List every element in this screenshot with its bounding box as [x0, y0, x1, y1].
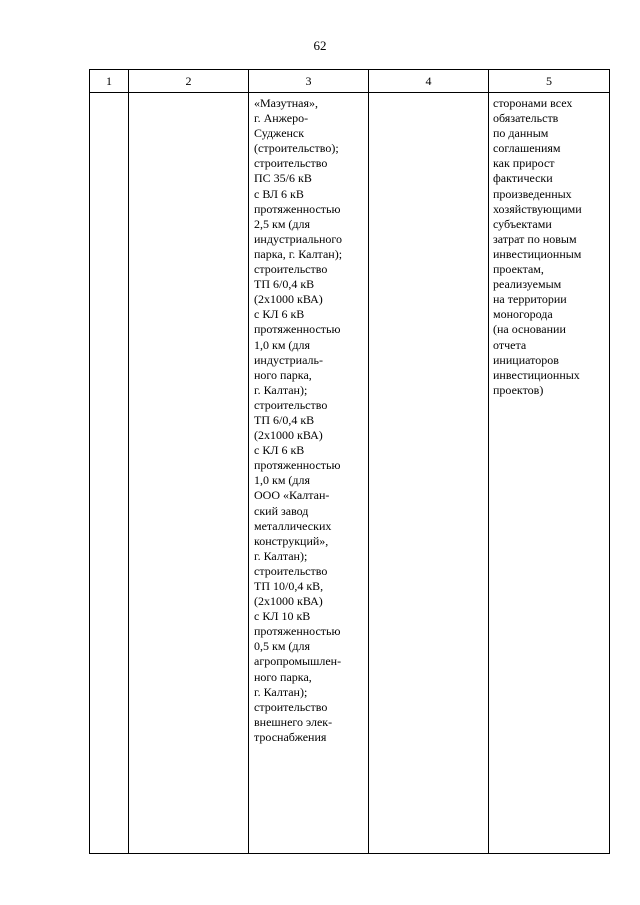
- text-line: строительство: [254, 262, 328, 277]
- column-header-4: 4: [369, 70, 489, 93]
- text-line: протяженностью: [254, 322, 341, 337]
- text-line: металлических: [254, 518, 332, 533]
- text-line: субъектами: [493, 216, 552, 231]
- text-line: троснабжения: [254, 729, 327, 744]
- text-line: с КЛ 6 кВ: [254, 307, 305, 322]
- text-line: затрат по новым: [493, 231, 577, 246]
- text-line: с ВЛ 6 кВ: [254, 186, 304, 201]
- text-line: «Мазутная»,: [254, 96, 318, 110]
- text-line: индустриаль-: [254, 352, 323, 367]
- text-line: ного парка,: [254, 367, 312, 382]
- text-line: инвестиционных: [493, 367, 580, 382]
- text-line: 1,0 км (для: [254, 337, 311, 352]
- text-line: протяженностью: [254, 624, 341, 639]
- text-line: хозяйствующими: [493, 201, 582, 216]
- text-line: протяженностью: [254, 201, 341, 216]
- text-line: парка, г. Калтан);: [254, 246, 343, 261]
- text-line: сторонами всех: [493, 96, 573, 110]
- text-line: (2х1000 кВА): [254, 292, 323, 307]
- text-line: как прирост: [493, 156, 555, 171]
- text-line: с КЛ 6 кВ: [254, 443, 305, 458]
- text-line: (2х1000 кВА): [254, 594, 323, 609]
- indicator-description: [489, 93, 609, 398]
- text-line: внешнего элек-: [254, 714, 333, 729]
- text-line: произведенных: [493, 186, 572, 201]
- text-line: (строительство);: [254, 141, 339, 156]
- cell-col2: [129, 93, 249, 854]
- column-header-2: 2: [129, 70, 249, 93]
- text-line: ТП 6/0,4 кВ: [254, 412, 315, 427]
- text-line: обязательств: [493, 111, 559, 126]
- text-line: Судженск: [254, 126, 305, 141]
- text-line: инициаторов: [493, 352, 559, 367]
- text-line: строительство: [254, 156, 328, 171]
- column-header-5: 5: [489, 70, 610, 93]
- text-line: соглашениям: [493, 141, 561, 156]
- text-line: г. Калтан);: [254, 548, 308, 563]
- text-line: строительство: [254, 563, 328, 578]
- text-line: ПС 35/6 кВ: [254, 171, 312, 186]
- text-line: индустриального: [254, 231, 343, 246]
- text-line: на территории: [493, 292, 567, 307]
- text-line: фактически: [493, 171, 553, 186]
- text-line: г. Калтан);: [254, 684, 308, 699]
- text-line: ТП 10/0,4 кВ,: [254, 579, 324, 593]
- text-line: агропромышлен-: [254, 654, 342, 669]
- text-line: инвестиционным: [493, 246, 582, 261]
- text-line: проектов): [493, 382, 544, 397]
- page-number: 62: [313, 38, 327, 53]
- text-line: г. Калтан);: [254, 382, 308, 397]
- column-header-1: 1: [90, 70, 129, 93]
- text-line: ский завод: [254, 503, 309, 518]
- cell-col3: [249, 93, 369, 854]
- text-line: с КЛ 10 кВ: [254, 609, 311, 624]
- project-description: [249, 93, 368, 745]
- text-line: моногорода: [493, 307, 553, 322]
- column-header-3: 3: [249, 70, 369, 93]
- text-line: (2х1000 кВА): [254, 428, 323, 443]
- cell-col1: [90, 93, 129, 854]
- text-line: протяженностью: [254, 458, 341, 473]
- text-line: (на основании: [493, 322, 566, 337]
- text-line: конструкций»,: [254, 533, 329, 548]
- text-line: реализуемым: [493, 277, 562, 292]
- table-row: [90, 93, 610, 854]
- text-line: строительство: [254, 699, 328, 714]
- text-line: ТП 6/0,4 кВ: [254, 277, 315, 292]
- cell-col4: [369, 93, 489, 854]
- cell-col5: [489, 93, 610, 854]
- text-line: ООО «Калтан-: [254, 488, 330, 503]
- text-line: проектам,: [493, 262, 544, 277]
- text-line: отчета: [493, 337, 527, 352]
- text-line: строительство: [254, 397, 328, 412]
- text-line: ного парка,: [254, 669, 312, 684]
- document-table: [89, 69, 610, 854]
- text-line: г. Анжеро-: [254, 111, 309, 126]
- text-line: 2,5 км (для: [254, 216, 311, 231]
- text-line: 1,0 км (для: [254, 473, 311, 488]
- text-line: по данным: [493, 126, 549, 141]
- text-line: 0,5 км (для: [254, 639, 311, 654]
- table-header-row: [90, 70, 610, 93]
